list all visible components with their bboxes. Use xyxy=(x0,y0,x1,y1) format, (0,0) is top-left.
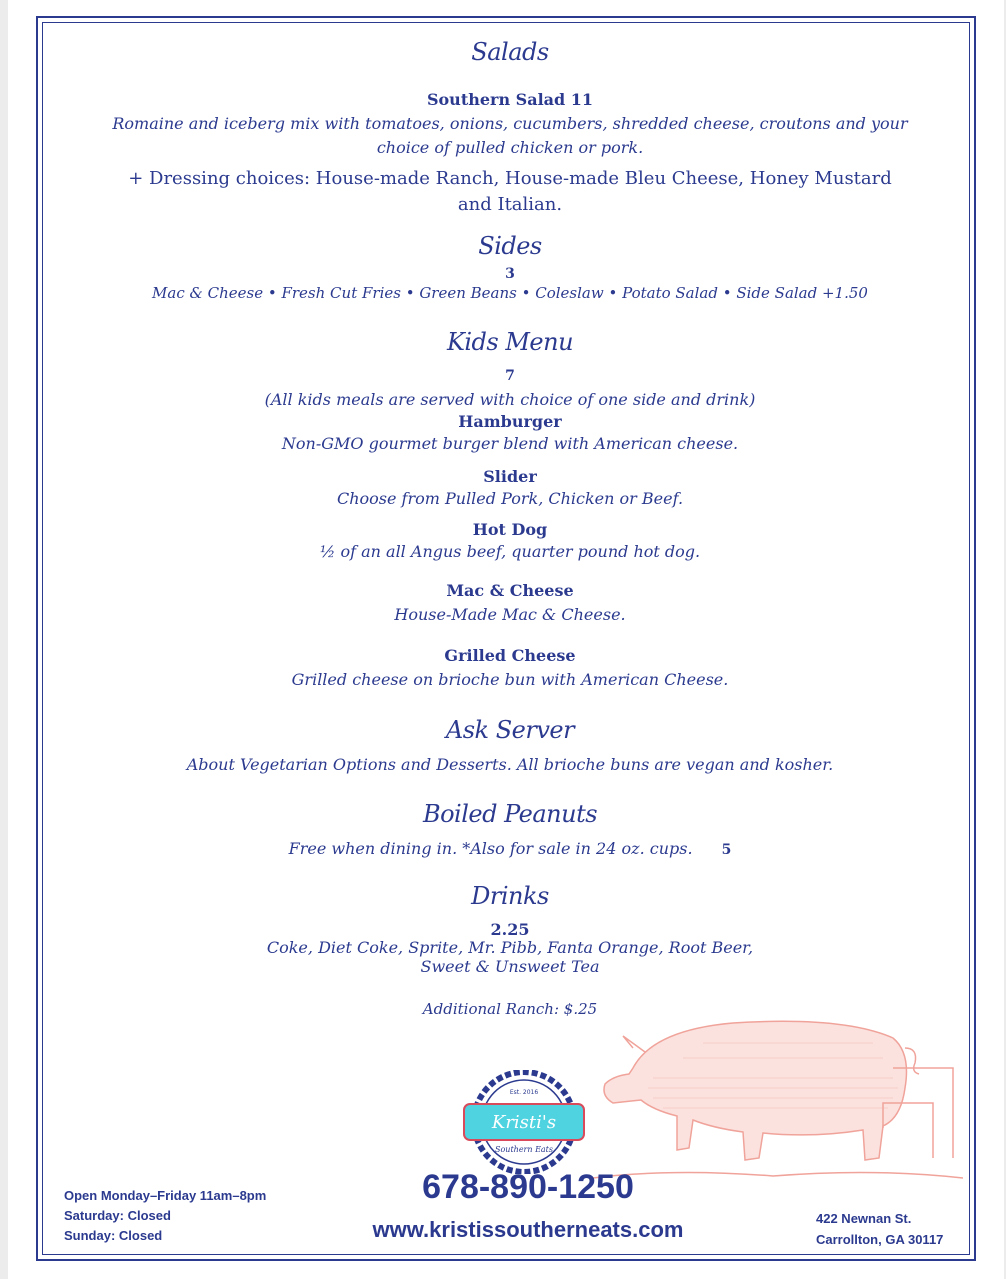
boiled-peanuts-line xyxy=(44,839,976,858)
hours-sunday: Sunday: Closed xyxy=(64,1228,163,1243)
southern-salad-desc-1: Romaine and iceberg mix with tomatoes, onions, cucumbers, shredded cheese, croutons and your xyxy=(112,114,908,133)
hours-saturday: Saturday: Closed xyxy=(64,1208,171,1223)
address xyxy=(816,1208,943,1250)
southern-salad-desc-2: choice of pulled chicken or pork. xyxy=(376,138,644,157)
logo-wordmark: Kristi's xyxy=(491,1112,557,1133)
kids-item-name: Mac & Cheese xyxy=(446,581,574,600)
kristis-logo xyxy=(460,1070,588,1174)
kids-menu-price: 7 xyxy=(505,368,515,384)
ask-server-text: About Vegetarian Options and Desserts. All brioche buns are vegan and kosher. xyxy=(186,755,834,774)
kids-item-name: Grilled Cheese xyxy=(444,646,576,665)
logo-tagline: Southern Eats xyxy=(495,1145,553,1154)
pig-illustration-icon xyxy=(593,1008,963,1188)
drinks-price: 2.25 xyxy=(490,920,530,939)
drinks-heading: Drinks xyxy=(471,882,549,910)
kids-item-name: Hamburger xyxy=(458,412,562,431)
boiled-peanuts-text: Free when dining in. *Also for sale in 24 oz. cups. xyxy=(288,839,693,858)
drinks-list-1: Coke, Diet Coke, Sprite, Mr. Pibb, Fanta Orange, Root Beer, xyxy=(266,938,754,957)
kids-item-desc: ½ of an all Angus beef, quarter pound hot dog. xyxy=(319,542,701,561)
boiled-peanuts-price: 5 xyxy=(721,842,732,858)
additional-ranch: Additional Ranch: $.25 xyxy=(422,1000,598,1018)
sides-heading: Sides xyxy=(478,232,542,260)
sides-price: 3 xyxy=(505,266,515,282)
ask-server-heading: Ask Server xyxy=(445,716,575,744)
drinks-list-2: Sweet & Unsweet Tea xyxy=(420,957,600,976)
kids-menu-note: (All kids meals are served with choice of one side and drink) xyxy=(264,390,756,409)
phone-number[interactable]: 678-890-1250 xyxy=(422,1168,634,1206)
southern-salad-name: Southern Salad 11 xyxy=(426,90,594,109)
kids-item-desc: Non-GMO gourmet burger blend with American cheese. xyxy=(281,434,739,453)
kids-item-desc: Choose from Pulled Pork, Chicken or Beef. xyxy=(336,489,684,508)
salads-heading: Salads xyxy=(471,38,549,66)
kids-item-name: Hot Dog xyxy=(472,520,548,539)
dressing-choices-1: + Dressing choices: House-made Ranch, House-made Bleu Cheese, Honey Mustard xyxy=(128,168,892,189)
dressing-choices-2: and Italian. xyxy=(457,194,563,215)
hours-weekdays: Open Monday–Friday 11am–8pm xyxy=(64,1188,267,1203)
menu-page xyxy=(8,0,1004,1279)
kids-item-desc: House-Made Mac & Cheese. xyxy=(394,605,626,624)
website-link[interactable]: www.kristissoutherneats.com xyxy=(372,1217,684,1242)
opening-hours xyxy=(64,1186,266,1246)
kids-menu-heading: Kids Menu xyxy=(446,328,574,356)
sides-list: Mac & Cheese • Fresh Cut Fries • Green Beans • Coleslaw • Potato Salad • Side Salad +1.50 xyxy=(152,284,868,302)
address-city: Carrollton, GA 30117 xyxy=(816,1232,944,1247)
kids-item-desc: Grilled cheese on brioche bun with American Cheese. xyxy=(291,670,729,689)
boiled-peanuts-heading: Boiled Peanuts xyxy=(422,800,598,828)
logo-est: Est. 2016 xyxy=(509,1089,539,1096)
kids-item-name: Slider xyxy=(483,467,537,486)
address-street: 422 Newnan St. xyxy=(816,1211,912,1226)
